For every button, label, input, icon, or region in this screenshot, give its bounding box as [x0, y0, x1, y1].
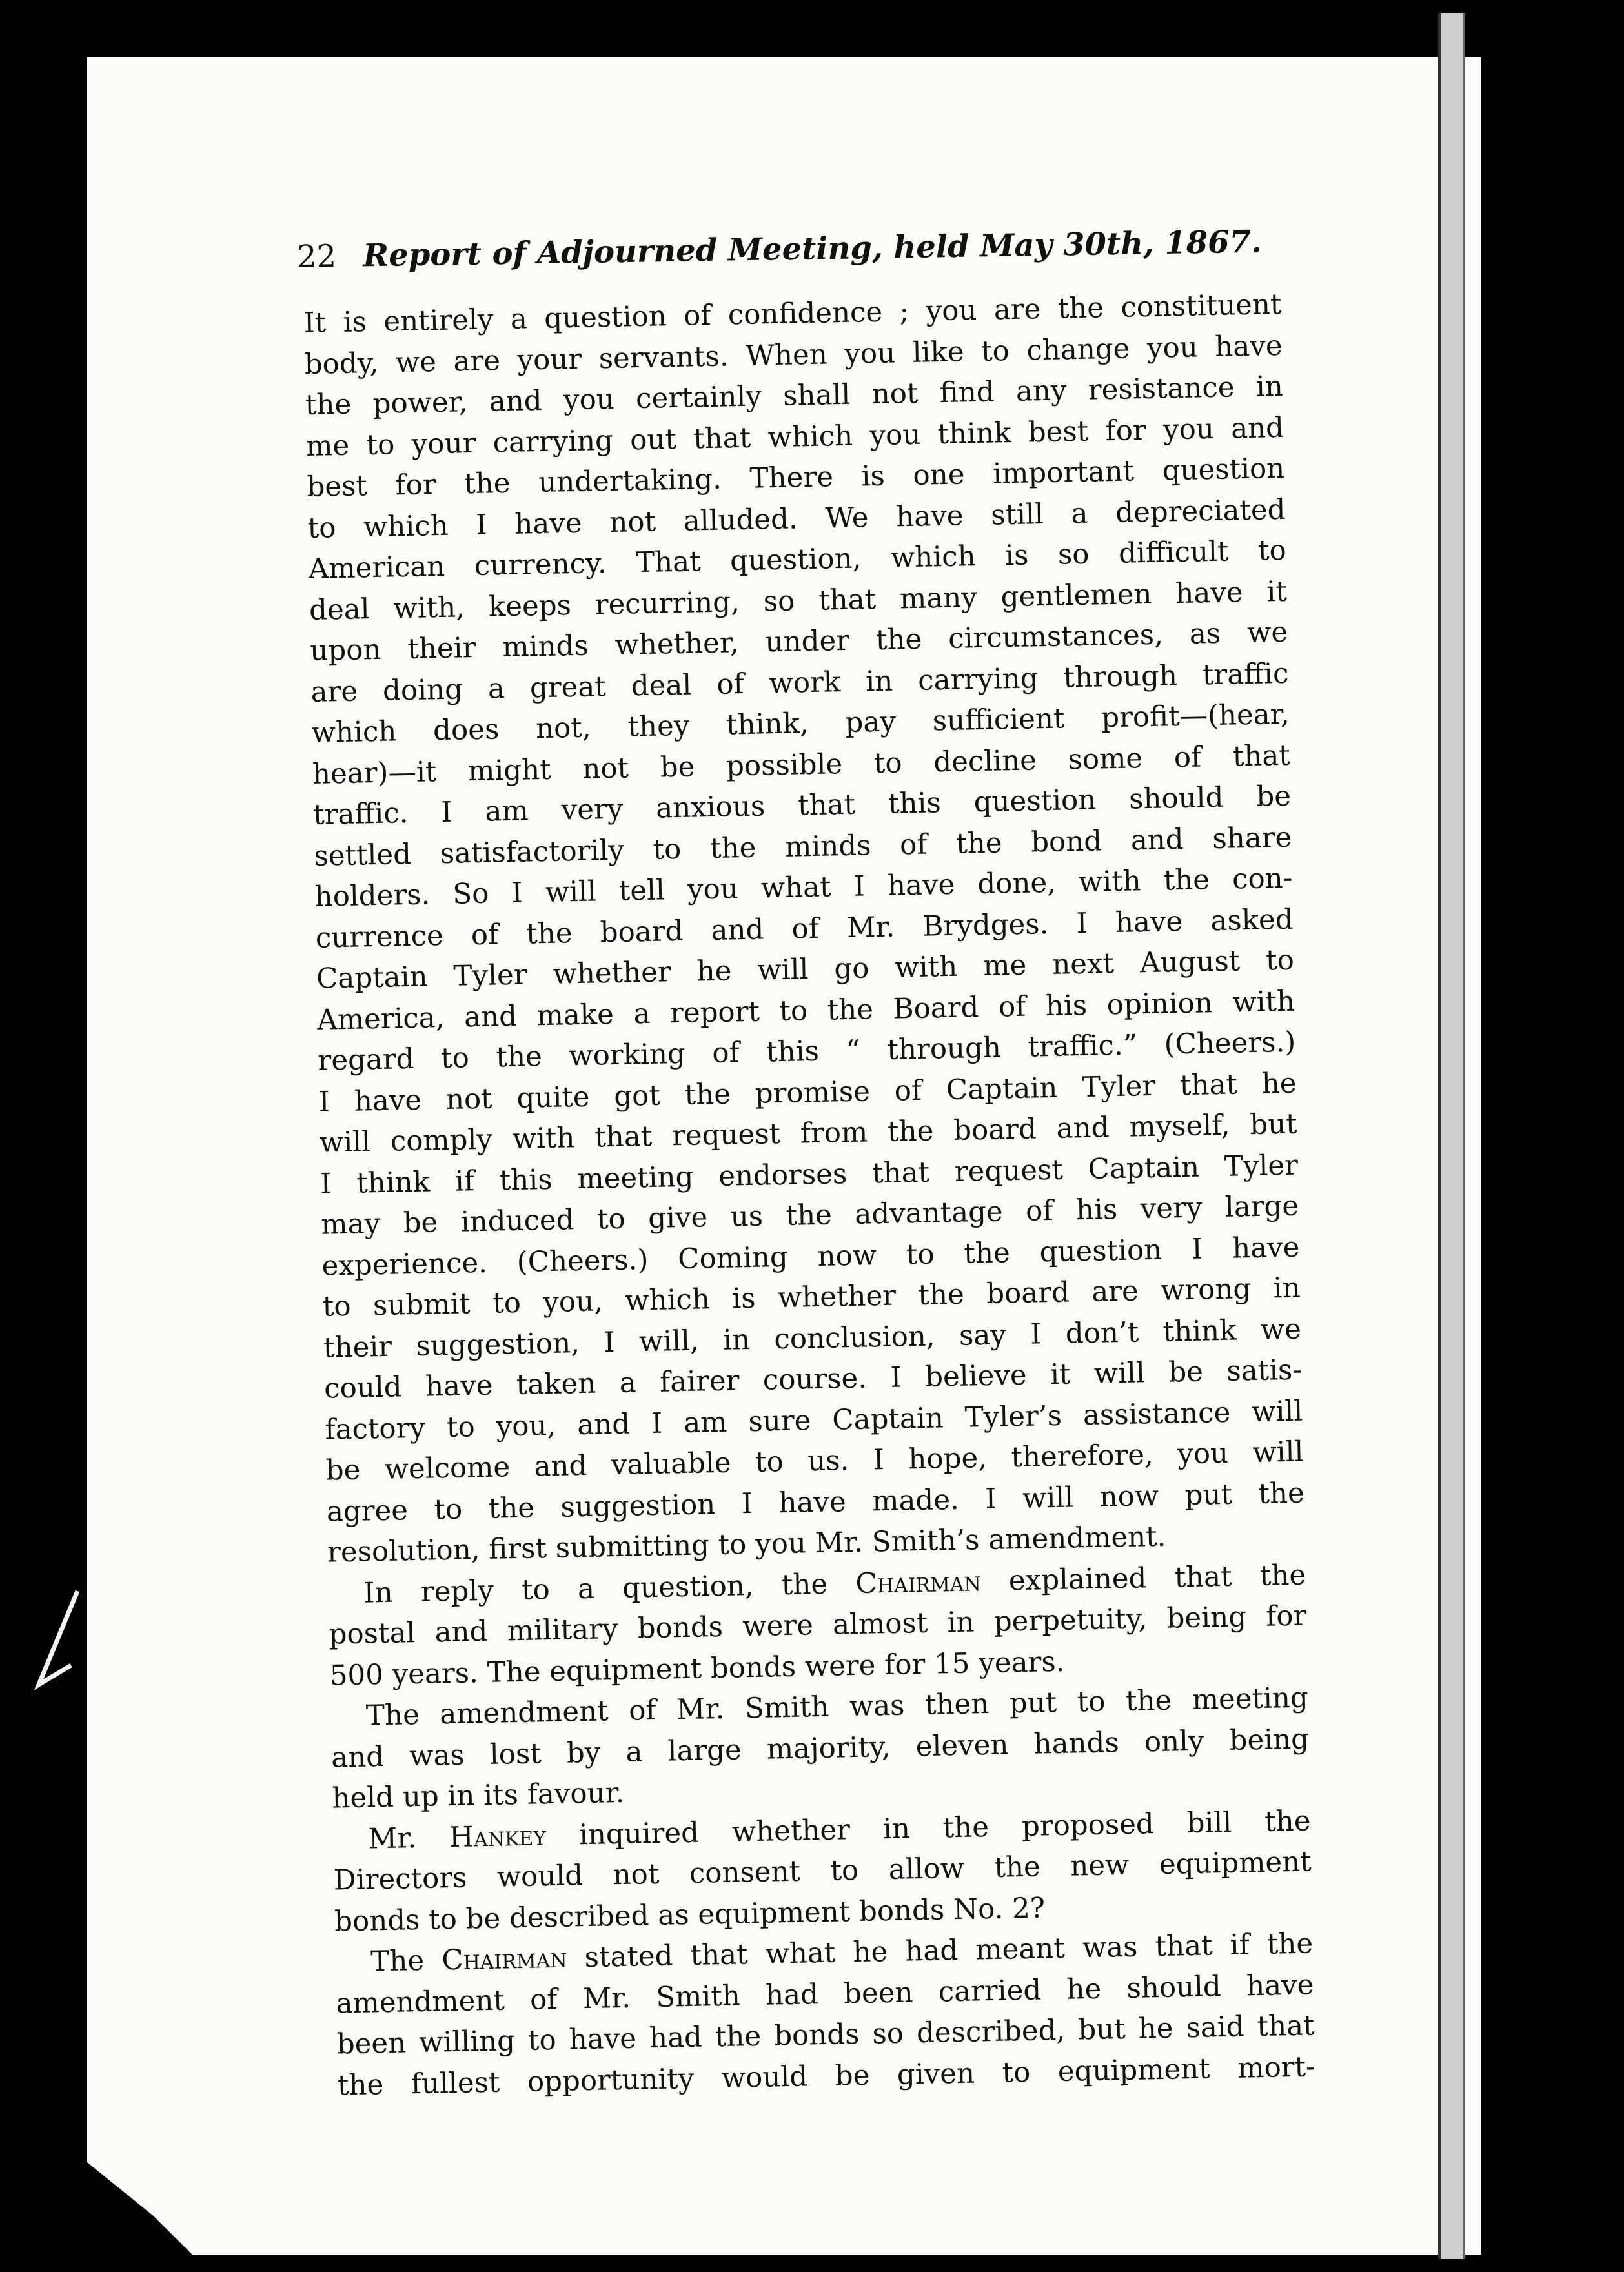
- text-line: their suggestion, I will, in conclusion, say I don’t think we: [323, 1313, 1302, 1364]
- text-line: deal with, keeps recurring, so that many gentlemen have it: [309, 575, 1288, 627]
- speaker-name: Chairman: [855, 1565, 982, 1600]
- text-line: the power, and you certainly shall not find any resistance in: [305, 370, 1284, 421]
- text-line: bonds to be described as equipment bonds No. 2?: [334, 1891, 1046, 1938]
- margin-pencil-mark: [26, 1588, 84, 1717]
- text-line: 500 years. The equipment bonds were for 15 years.: [329, 1645, 1065, 1692]
- book-spine: [1438, 13, 1465, 2259]
- text-line: Directors would not consent to allow the new equipment: [333, 1845, 1312, 1897]
- body-text: [303, 285, 1315, 2107]
- text-line: factory to you, and I am sure Captain Tyler’s assistance will: [325, 1395, 1303, 1446]
- text-line: The amendment of Mr. Smith was then put to the meeting: [365, 1681, 1309, 1732]
- text-line: postal and military bonds were almost in perpetuity, being for: [329, 1599, 1307, 1651]
- text-line: and was lost by a large majority, eleven hands only being: [330, 1723, 1310, 1774]
- text-line: agree to the suggestion I have made. I will now put the: [326, 1477, 1305, 1528]
- text-line: American currency. That question, which is so difficult to: [308, 534, 1287, 585]
- text-line: regard to the working of this “ through traffic.” (Cheers.): [318, 1026, 1296, 1077]
- text-line: to which I have not alluded. We have still a depreciated: [307, 493, 1286, 545]
- text-line: may be induced to give us the advantage of his very large: [320, 1190, 1299, 1241]
- paragraph-first-line: In reply to a question, the Chairman explained that the: [363, 1559, 1306, 1610]
- text-line: I think if this meeting endorses that request Captain Tyler: [320, 1149, 1299, 1201]
- text-line: experience. (Cheers.) Coming now to the question I have: [321, 1231, 1300, 1283]
- text-line: Captain Tyler whether he will go with me next August to: [316, 944, 1295, 995]
- text-line: to submit to you, which is whether the board are wrong in: [322, 1272, 1301, 1323]
- text-line: me to your carrying out that which you think best for you and: [305, 411, 1284, 463]
- text-line: settled satisfactorily to the minds of the bond and share: [313, 821, 1292, 873]
- text-line: which does not, they think, pay sufficient profit—(hear,: [311, 698, 1290, 749]
- text-line: are doing a great deal of work in carrying through traffic: [310, 657, 1289, 709]
- text-line: hear)—it might not be possible to decline some of that: [312, 739, 1291, 791]
- text-line: I have not quite got the promise of Captain Tyler that he: [318, 1067, 1297, 1119]
- header-title: Report of Adjourned Meeting, held May 30th, 1867.: [362, 223, 1263, 274]
- text-line: currence of the board and of Mr. Brydges. I have asked: [315, 903, 1294, 955]
- text-line: body, we are your servants. When you like to change you have: [304, 329, 1283, 381]
- text-line: It is entirely a question of confidence ; you are the constituent: [303, 288, 1282, 340]
- speaker-name: Chairman: [441, 1942, 567, 1977]
- text-line: America, and make a report to the Board of his opinion with: [316, 985, 1295, 1037]
- text-line: holders. So I will tell you what I have done, with the con-: [314, 862, 1293, 913]
- text-line: the fullest opportunity would be given to equipment mort-: [337, 2050, 1316, 2102]
- text-line: will comply with that request from the board and myself, but: [319, 1108, 1298, 1159]
- text-line: been willing to have had the bonds so described, but he said that: [336, 2009, 1315, 2061]
- text-line: amendment of Mr. Smith had been carried he should have: [336, 1968, 1314, 2020]
- text-line: best for the undertaking. There is one important question: [306, 452, 1285, 503]
- text-line: upon their minds whether, under the circumstances, as we: [309, 616, 1288, 667]
- speaker-name: Hankey: [449, 1819, 547, 1854]
- text-line: traffic. I am very anxious that this question should be: [312, 780, 1292, 831]
- text-line: held up in its favour.: [332, 1776, 625, 1815]
- page-number: 22: [296, 238, 337, 275]
- paragraph-first-line: Mr. Hankey inquired whether in the proposed bill the: [368, 1804, 1311, 1856]
- text-line: be welcome and valuable to us. I hope, therefore, you will: [325, 1435, 1304, 1487]
- paragraph-first-line: The Chairman stated that what he had meant was that if the: [370, 1927, 1314, 1978]
- text-line: resolution, first submitting to you Mr. Smith’s amendment.: [327, 1520, 1166, 1569]
- text-line: could have taken a fairer course. I believe it will be satis-: [323, 1354, 1303, 1405]
